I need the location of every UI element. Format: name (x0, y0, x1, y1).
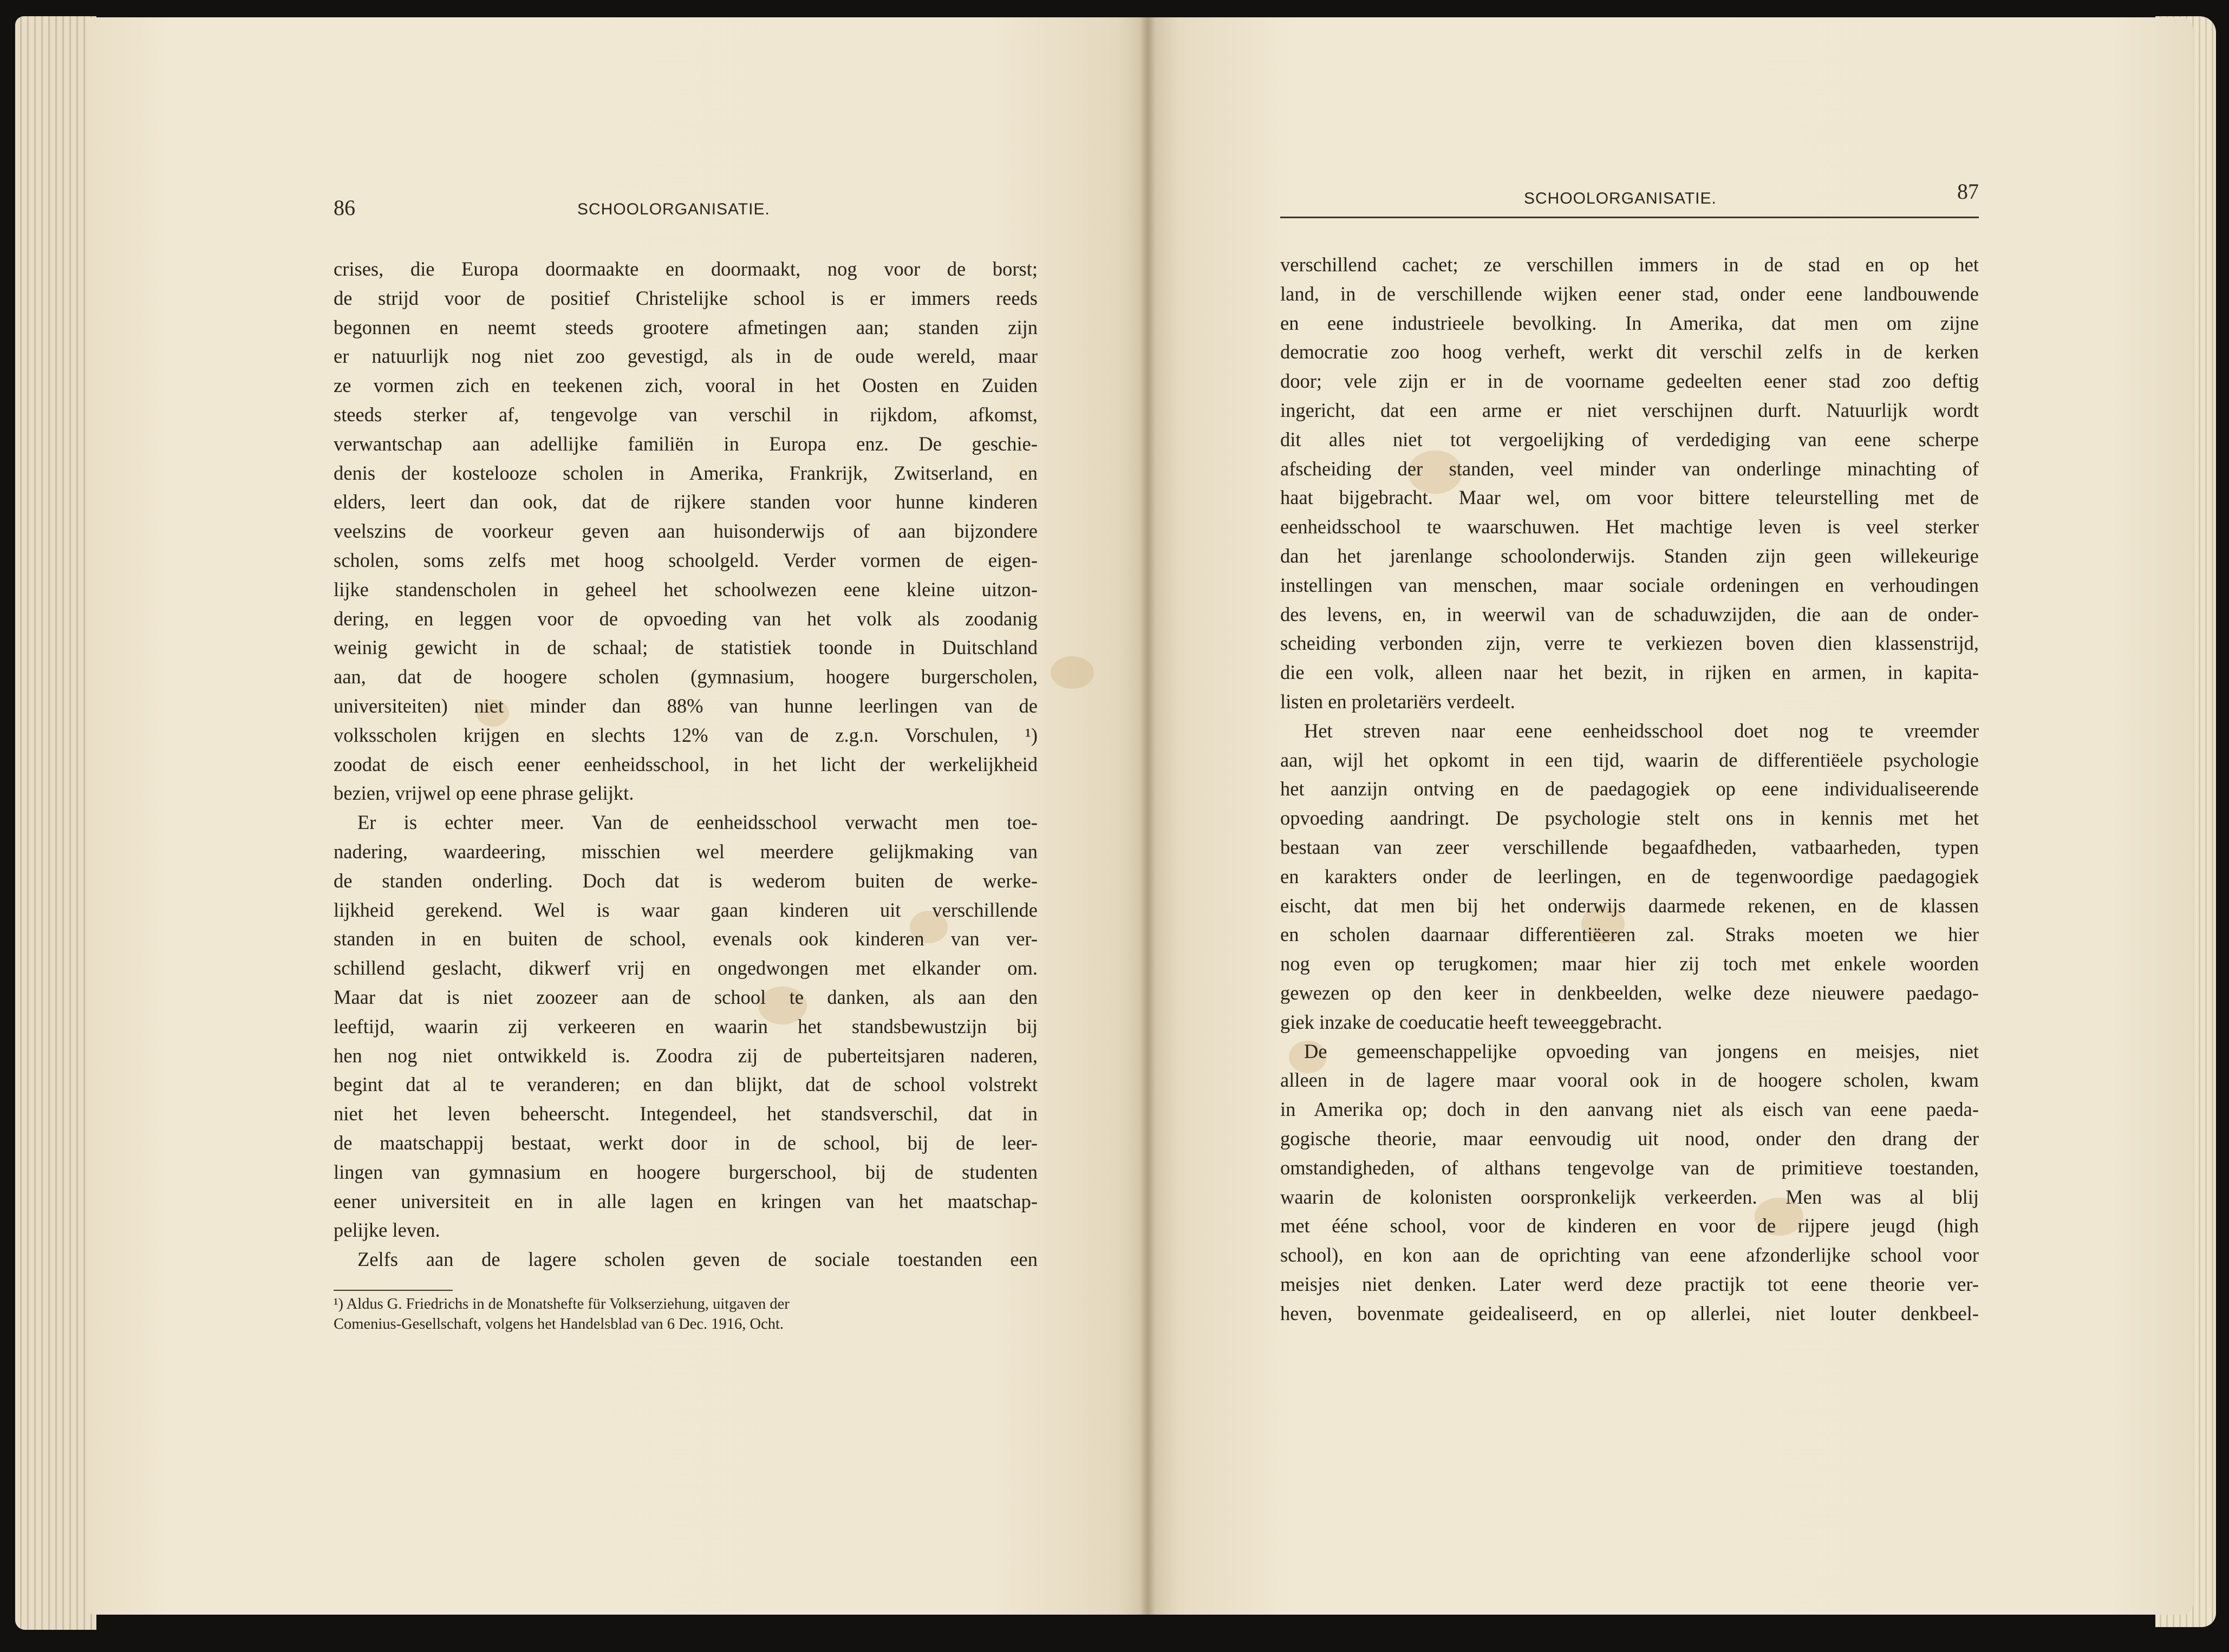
text-line: nadering, waardeering, misschien wel meerdere gelijkmaking van (334, 840, 1038, 863)
text-line: eischt, dat men bij het onderwijs daarmede rekenen, en de klassen (1280, 894, 1979, 917)
text-line: haat bijgebracht. Maar wel, om voor bittere teleurstelling met de (1280, 486, 1979, 509)
foxing-stain (1051, 656, 1094, 689)
text-line: veelszins de voorkeur geven aan huisonderwijs of aan bijzondere (334, 520, 1038, 543)
text-line: giek inzake de coeducatie heeft teweeggebracht. (1280, 1010, 1663, 1033)
text-line: lingen van gymnasium en hoogere burgerschool, bij de studenten (334, 1160, 1038, 1183)
text-line: die een volk, alleen naar het bezit, in rijken en armen, in kapita- (1280, 661, 1979, 684)
text-line: crises, die Europa doormaakte en doormaakt, nog voor de borst; (334, 258, 1038, 280)
text-line: niet het leven beheerscht. Integendeel, het standsverschil, dat in (334, 1102, 1038, 1125)
text-line: het aanzijn ontving en de paedagogiek op eene individualiseerende (1280, 778, 1979, 800)
text-line: waarin de kolonisten oorspronkelijk verkeerden. Men was al blij (1280, 1185, 1979, 1208)
text-line: de maatschappij bestaat, werkt door in de school, bij de leer- (334, 1131, 1038, 1154)
text-line: Zelfs aan de lagere scholen geven de sociale toestanden een (357, 1248, 1038, 1271)
text-line: en eene industrieele bevolking. In Amerika, dat men om zijne (1280, 311, 1979, 334)
text-line: en scholen daarnaar differentiëeren zal. Straks moeten we hier (1280, 923, 1979, 946)
right-page-number: 87 (1957, 179, 1979, 204)
text-line: nog even op terugkomen; maar hier zij toch met enkele woorden (1280, 952, 1979, 975)
text-line: aan, dat de hoogere scholen (gymnasium, hoogere burgerscholen, (334, 665, 1038, 688)
text-line: instellingen van menschen, maar sociale ordeningen en verhoudingen (1280, 573, 1979, 596)
footnote-line: ¹) Aldus G. Friedrichs in de Monatshefte für Volkserziehung, uitgaven der (334, 1296, 790, 1313)
text-line: denis der kostelooze scholen in Amerika, Frankrijk, Zwitserland, en (334, 461, 1038, 484)
text-line: dan het jarenlange schoolonderwijs. Standen zijn geen willekeurige (1280, 544, 1979, 567)
text-line: bezien, vrijwel op eene phrase gelijkt. (334, 782, 634, 805)
text-line: lijke standenscholen in geheel het schoolwezen eene kleine uitzon- (334, 578, 1038, 600)
text-line: heven, bovenmate geidealiseerd, en op allerlei, niet louter denkbeel- (1280, 1302, 1979, 1324)
text-line: zoodat de eisch eener eenheidsschool, in het licht der werkelijkheid (334, 753, 1038, 775)
text-line: verwantschap aan adellijke familiën in Europa enz. De geschie- (334, 432, 1038, 455)
text-line: bestaan van zeer verschillende begaafdheden, vatbaarheden, typen (1280, 835, 1979, 858)
text-line: Maar dat is niet zoozeer aan de school te danken, als aan den (334, 985, 1038, 1008)
text-line: hen nog niet ontwikkeld is. Zoodra zij de puberteitsjaren naderen, (334, 1044, 1038, 1067)
text-line: verschillend cachet; ze verschillen immers in de stad en op het (1280, 253, 1979, 276)
text-line: begonnen en neemt steeds grootere afmetingen aan; standen zijn (334, 316, 1038, 338)
text-line: aan, wijl het opkomt in een tijd, waarin de differentiëele psychologie (1280, 748, 1979, 771)
text-line: Het streven naar eene eenheidsschool doet nog te vreemder (1304, 719, 1979, 742)
text-line: des levens, en, in weerwil van de schaduwzijden, die aan de onder- (1280, 603, 1979, 625)
text-line: elders, leert dan ook, dat de rijkere standen voor hunne kinderen (334, 491, 1038, 513)
text-line: democratie zoo hoog verheft, werkt dit verschil zelfs in de kerken (1280, 341, 1979, 363)
text-line: meisjes niet denken. Later werd deze practijk tot eene theorie ver- (1280, 1272, 1979, 1295)
left-body-text (334, 254, 1038, 1274)
text-line: omstandigheden, of althans tengevolge van de primitieve toestanden, (1280, 1156, 1979, 1179)
book-gutter (1139, 17, 1156, 1615)
right-body-text (1280, 250, 1979, 1328)
text-line: standen in en buiten de school, evenals ook kinderen van ver- (334, 928, 1038, 950)
text-line: Er is echter meer. Van de eenheidsschool verwacht men toe- (357, 811, 1038, 834)
footnote-line: Comenius-Gesellschaft, volgens het Handelsblad van 6 Dec. 1916, Ocht. (334, 1316, 784, 1333)
left-running-title: SCHOOLORGANISATIE. (577, 200, 770, 218)
text-line: land, in de verschillende wijken eener stad, onder eene landbouwende (1280, 282, 1979, 305)
text-line: ze vormen zich en teekenen zich, vooral in het Oosten en Zuiden (334, 374, 1038, 397)
text-line: opvoeding aandringt. De psychologie stelt ons in kennis met het (1280, 807, 1979, 830)
text-line: universiteiten) niet minder dan 88% van hunne leerlingen van de (334, 694, 1038, 717)
text-line: met ééne school, voor de kinderen en voor de rijpere jeugd (high (1280, 1214, 1979, 1237)
text-line: gogische theorie, maar eenvoudig uit nood, onder den drang der (1280, 1127, 1979, 1150)
text-line: pelijke leven. (334, 1219, 440, 1242)
text-line: ingericht, dat een arme er niet verschijnen durft. Natuurlijk wordt (1280, 399, 1979, 421)
text-line: scheiding verbonden zijn, verre te verkiezen boven dien klassenstrijd, (1280, 632, 1979, 655)
right-running-title: SCHOOLORGANISATIE. (1524, 190, 1717, 207)
text-line: en karakters onder de leerlingen, en de tegenwoordige paedagogiek (1280, 865, 1979, 887)
text-line: school), en kon aan de oprichting van eene afzonderlijke school voor (1280, 1244, 1979, 1266)
footnote-rule (334, 1290, 453, 1291)
text-line: er natuurlijk nog niet zoo gevestigd, als in de oude wereld, maar (334, 345, 1038, 368)
text-line: lijkheid gerekend. Wel is waar gaan kinderen uit verschillende (334, 898, 1038, 921)
text-line: scholen, soms zelfs met hoog schoolgeld. Verder vormen de eigen- (334, 549, 1038, 571)
text-line: begint dat al te veranderen; en dan blijkt, dat de school volstrekt (334, 1073, 1038, 1096)
text-line: eener universiteit en in alle lagen en kringen van het maatschap- (334, 1190, 1038, 1212)
text-line: leeftijd, waarin zij verkeeren en waarin het standsbewustzijn bij (334, 1015, 1038, 1037)
right-page-header (1280, 179, 1979, 218)
text-line: dering, en leggen voor de opvoeding van het volk als zoodanig (334, 607, 1038, 630)
left-page-edges (15, 16, 96, 1630)
text-line: dit alles niet tot vergoelijking of verdediging van eene scherpe (1280, 428, 1979, 450)
text-line: listen en proletariërs verdeelt. (1280, 690, 1515, 713)
text-line: volksscholen krijgen en slechts 12% van de z.g.n. Vorschulen, ¹) (334, 723, 1038, 746)
text-line: in Amerika op; doch in den aanvang niet als eisch van eene paeda- (1280, 1098, 1979, 1121)
text-line: weinig gewicht in de schaal; de statistiek toonde in Duitschland (334, 636, 1038, 659)
text-line: alleen in de lagere maar vooral ook in de hoogere scholen, kwam (1280, 1069, 1979, 1092)
text-line: de standen onderling. Doch dat is wederom buiten de werke- (334, 869, 1038, 892)
text-line: steeds sterker af, tengevolge van verschil in rijkdom, afkomst, (334, 403, 1038, 426)
left-page-number: 86 (334, 195, 355, 220)
text-line: gewezen op den keer in denkbeelden, welke deze nieuwere paedago- (1280, 981, 1979, 1004)
text-line: De gemeenschappelijke opvoeding van jongens en meisjes, niet (1304, 1040, 1979, 1062)
footnote (334, 1294, 1038, 1334)
text-line: afscheiding der standen, veel minder van onderlinge minachting of (1280, 457, 1979, 480)
text-line: door; vele zijn er in de voorname gedeelten eener stad zoo deftig (1280, 370, 1979, 393)
left-page-header (334, 195, 1038, 227)
text-line: schillend geslacht, dikwerf vrij en ongedwongen met elkander om. (334, 957, 1038, 980)
text-line: eenheidsschool te waarschuwen. Het machtige leven is veel sterker (1280, 515, 1979, 538)
text-line: de strijd voor de positief Christelijke school is er immers reeds (334, 286, 1038, 309)
